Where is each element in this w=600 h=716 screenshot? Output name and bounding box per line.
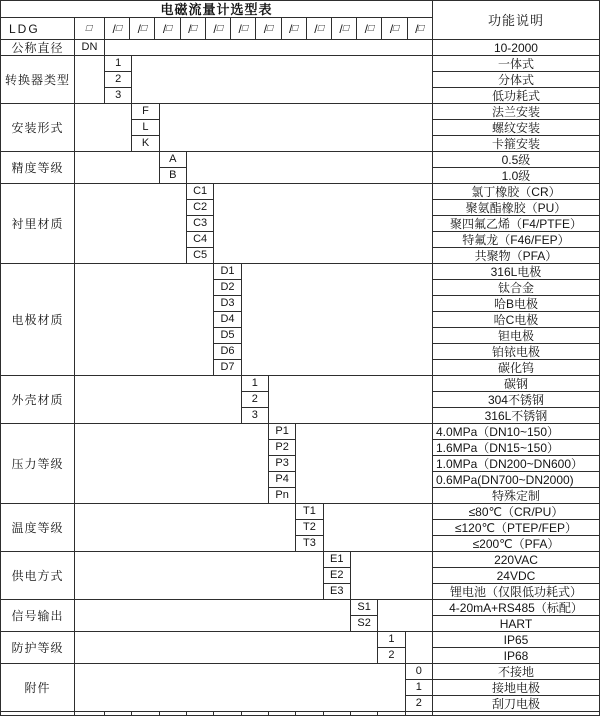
code-cell: C4 — [186, 231, 213, 247]
desc-cell: 钽电极 — [432, 327, 599, 343]
bottom-strip-tick — [159, 711, 186, 715]
diameter-desc: 10-2000 — [432, 39, 599, 55]
slash-glyph: / — [188, 21, 192, 36]
model-code-slot — [105, 18, 129, 39]
model-code-slot — [331, 18, 356, 39]
desc-cell: 碳钢 — [432, 375, 599, 391]
bottom-strip-tick — [104, 711, 131, 715]
category-label: 温度等级 — [1, 503, 74, 551]
desc-cell: 1.0MPa（DN200~DN600） — [432, 455, 599, 471]
code-cell: E1 — [323, 551, 350, 567]
desc-cell: 锂电池（仅限低功耗式） — [432, 583, 599, 599]
desc-cell: 钛合金 — [432, 279, 599, 295]
box-glyph: □ — [85, 22, 95, 34]
code-cell: D4 — [213, 311, 240, 327]
left-spacer — [74, 599, 350, 631]
bottom-strip-tick — [295, 711, 322, 715]
category-label: 附件 — [1, 663, 74, 711]
slash-glyph: / — [314, 21, 318, 36]
bottom-strip-tick — [432, 711, 599, 715]
desc-cell: 共聚物（PFA） — [432, 247, 599, 263]
desc-cell: IP65 — [432, 631, 599, 647]
desc-cell: ≤120℃（PTEP/FEP） — [432, 519, 599, 535]
code-cell: L — [131, 119, 158, 135]
desc-cell: 法兰安装 — [432, 103, 599, 119]
box-glyph: □ — [215, 22, 225, 34]
desc-cell: 316L不锈钢 — [432, 407, 599, 423]
model-code-slot — [255, 18, 280, 39]
bottom-strip-tick — [405, 711, 432, 715]
category-label: 供电方式 — [1, 551, 74, 599]
model-code-slot — [356, 18, 381, 39]
code-cell: D7 — [213, 359, 240, 375]
right-spacer — [350, 551, 432, 599]
desc-cell: 聚四氟乙烯（F4/PTFE） — [432, 215, 599, 231]
box-glyph: □ — [366, 22, 376, 34]
desc-cell: 哈B电极 — [432, 295, 599, 311]
left-spacer — [74, 183, 186, 263]
model-code-slot — [180, 18, 205, 39]
desc-cell: 氯丁橡胶（CR） — [432, 183, 599, 199]
desc-cell: 一体式 — [432, 55, 599, 71]
left-spacer — [74, 631, 377, 663]
desc-cell: 碳化钨 — [432, 359, 599, 375]
desc-cell: 220VAC — [432, 551, 599, 567]
desc-cell: 不接地 — [432, 663, 599, 679]
desc-cell: 0.6MPa(DN700~DN2000) — [432, 471, 599, 487]
desc-cell: 聚氨酯橡胶（PU） — [432, 199, 599, 215]
code-cell: B — [159, 167, 186, 183]
category-label: 压力等级 — [1, 423, 74, 503]
box-glyph: □ — [341, 22, 351, 34]
desc-cell: 卡箍安装 — [432, 135, 599, 151]
model-code-slot — [230, 18, 255, 39]
code-cell: 2 — [377, 647, 404, 663]
code-cell: D2 — [213, 279, 240, 295]
slash-glyph: / — [238, 21, 242, 36]
code-cell: E3 — [323, 583, 350, 599]
diameter-code: DN — [74, 39, 104, 55]
code-cell: P1 — [268, 423, 295, 439]
slash-glyph: / — [288, 21, 293, 36]
category-label: 安装形式 — [1, 103, 74, 151]
code-cell: 2 — [405, 695, 432, 711]
table-title: 电磁流量计选型表 — [160, 1, 273, 17]
box-glyph: □ — [240, 22, 250, 34]
code-cell: 3 — [241, 407, 268, 423]
model-code-slot — [306, 18, 331, 39]
desc-cell: 0.5级 — [432, 151, 599, 167]
code-cell: C3 — [186, 215, 213, 231]
right-spacer — [186, 151, 432, 183]
slash-glyph: / — [389, 21, 394, 36]
code-cell: S2 — [350, 615, 377, 631]
desc-cell: 316L电极 — [432, 263, 599, 279]
bottom-strip-tick — [74, 711, 104, 715]
desc-cell: 接地电极 — [432, 679, 599, 695]
desc-cell: 1.0级 — [432, 167, 599, 183]
right-spacer — [377, 599, 432, 631]
code-cell: E2 — [323, 567, 350, 583]
code-cell: F — [131, 103, 158, 119]
right-spacer — [295, 423, 432, 503]
code-cell: P4 — [268, 471, 295, 487]
code-cell: 3 — [104, 87, 131, 103]
code-cell: 2 — [104, 71, 131, 87]
right-spacer — [268, 375, 432, 423]
slash-glyph: / — [415, 21, 419, 36]
model-code-slot — [154, 18, 179, 39]
left-spacer — [74, 663, 405, 711]
code-cell: K — [131, 135, 158, 151]
category-label: 衬里材质 — [1, 183, 74, 263]
left-spacer — [74, 503, 295, 551]
box-glyph: □ — [114, 22, 124, 34]
slash-glyph: / — [137, 21, 142, 36]
right-spacer — [213, 183, 432, 263]
category-label: 信号输出 — [1, 599, 74, 631]
desc-cell: 刮刀电极 — [432, 695, 599, 711]
model-code-slot — [205, 18, 230, 39]
desc-cell: 螺纹安装 — [432, 119, 599, 135]
bottom-strip-tick — [186, 711, 213, 715]
left-spacer — [74, 151, 159, 183]
right-spacer — [323, 503, 432, 551]
box-glyph: □ — [417, 22, 426, 34]
model-code-slot — [381, 18, 406, 39]
code-cell: 1 — [377, 631, 404, 647]
category-label: 精度等级 — [1, 151, 74, 183]
desc-cell: 1.6MPa（DN15~150） — [432, 439, 599, 455]
box-glyph: □ — [316, 22, 326, 34]
box-glyph: □ — [164, 22, 174, 34]
desc-cell: 24VDC — [432, 567, 599, 583]
model-prefix: LDG — [1, 17, 74, 39]
desc-cell: 分体式 — [432, 71, 599, 87]
model-code-slot — [129, 18, 154, 39]
code-cell: D5 — [213, 327, 240, 343]
bottom-strip-tick — [268, 711, 295, 715]
box-glyph: □ — [391, 22, 401, 34]
desc-cell: 特殊定制 — [432, 487, 599, 503]
desc-cell: 4-20mA+RS485（标配） — [432, 599, 599, 615]
right-spacer — [405, 631, 432, 663]
category-label: 电极材质 — [1, 263, 74, 375]
model-code-slot — [281, 18, 306, 39]
code-cell: A — [159, 151, 186, 167]
desc-cell: ≤80℃（CR/PU） — [432, 503, 599, 519]
code-cell: C5 — [186, 247, 213, 263]
bottom-strip-tick — [350, 711, 377, 715]
desc-cell: 低功耗式 — [432, 87, 599, 103]
category-label: 防护等级 — [1, 631, 74, 663]
slash-glyph: / — [263, 21, 268, 36]
left-spacer — [74, 263, 213, 375]
code-cell: P2 — [268, 439, 295, 455]
right-spacer — [241, 263, 432, 375]
code-cell: D1 — [213, 263, 240, 279]
code-cell: Pn — [268, 487, 295, 503]
bottom-strip-tick — [131, 711, 158, 715]
left-spacer — [74, 375, 241, 423]
code-cell: T1 — [295, 503, 322, 519]
function-column-header: 功能说明 — [432, 1, 599, 39]
desc-cell: 304不锈钢 — [432, 391, 599, 407]
desc-cell: IP68 — [432, 647, 599, 663]
left-spacer — [74, 551, 323, 599]
desc-cell: 特氟龙（F46/FEP） — [432, 231, 599, 247]
category-label: 转换器类型 — [1, 55, 74, 103]
bottom-strip — [1, 711, 74, 715]
code-cell: T3 — [295, 535, 322, 551]
code-cell: 1 — [405, 679, 432, 695]
code-cell: 1 — [241, 375, 268, 391]
bottom-strip-tick — [241, 711, 268, 715]
slash-glyph: / — [339, 21, 343, 36]
code-cell: C2 — [186, 199, 213, 215]
left-spacer — [74, 55, 104, 103]
model-code-slots — [104, 17, 432, 39]
diameter-label: 公称直径 — [1, 39, 74, 55]
code-cell: T2 — [295, 519, 322, 535]
code-cell: 1 — [104, 55, 131, 71]
left-spacer — [74, 423, 268, 503]
slash-glyph: / — [112, 21, 116, 36]
right-spacer — [131, 55, 432, 103]
spacer — [104, 39, 432, 55]
bottom-strip-tick — [377, 711, 404, 715]
desc-cell: 哈C电极 — [432, 311, 599, 327]
slash-glyph: / — [364, 21, 368, 36]
model-box-cell — [74, 17, 104, 39]
box-glyph: □ — [190, 22, 199, 34]
model-code-slot — [407, 18, 432, 39]
left-spacer — [74, 103, 131, 151]
right-spacer — [159, 103, 432, 151]
code-cell: 2 — [241, 391, 268, 407]
category-label: 外壳材质 — [1, 375, 74, 423]
code-cell: P3 — [268, 455, 295, 471]
box-glyph: □ — [139, 22, 149, 34]
desc-cell: 4.0MPa（DN10~150） — [432, 423, 599, 439]
slash-glyph: / — [213, 21, 217, 36]
code-cell: 0 — [405, 663, 432, 679]
desc-cell: ≤200℃（PFA） — [432, 535, 599, 551]
box-glyph: □ — [265, 22, 275, 34]
code-cell: C1 — [186, 183, 213, 199]
slash-glyph: / — [162, 21, 167, 36]
bottom-strip-tick — [323, 711, 350, 715]
box-glyph: □ — [291, 22, 300, 34]
desc-cell: 铂铱电极 — [432, 343, 599, 359]
code-cell: S1 — [350, 599, 377, 615]
bottom-strip-tick — [213, 711, 240, 715]
code-cell: D3 — [213, 295, 240, 311]
code-cell: D6 — [213, 343, 240, 359]
desc-cell: HART — [432, 615, 599, 631]
